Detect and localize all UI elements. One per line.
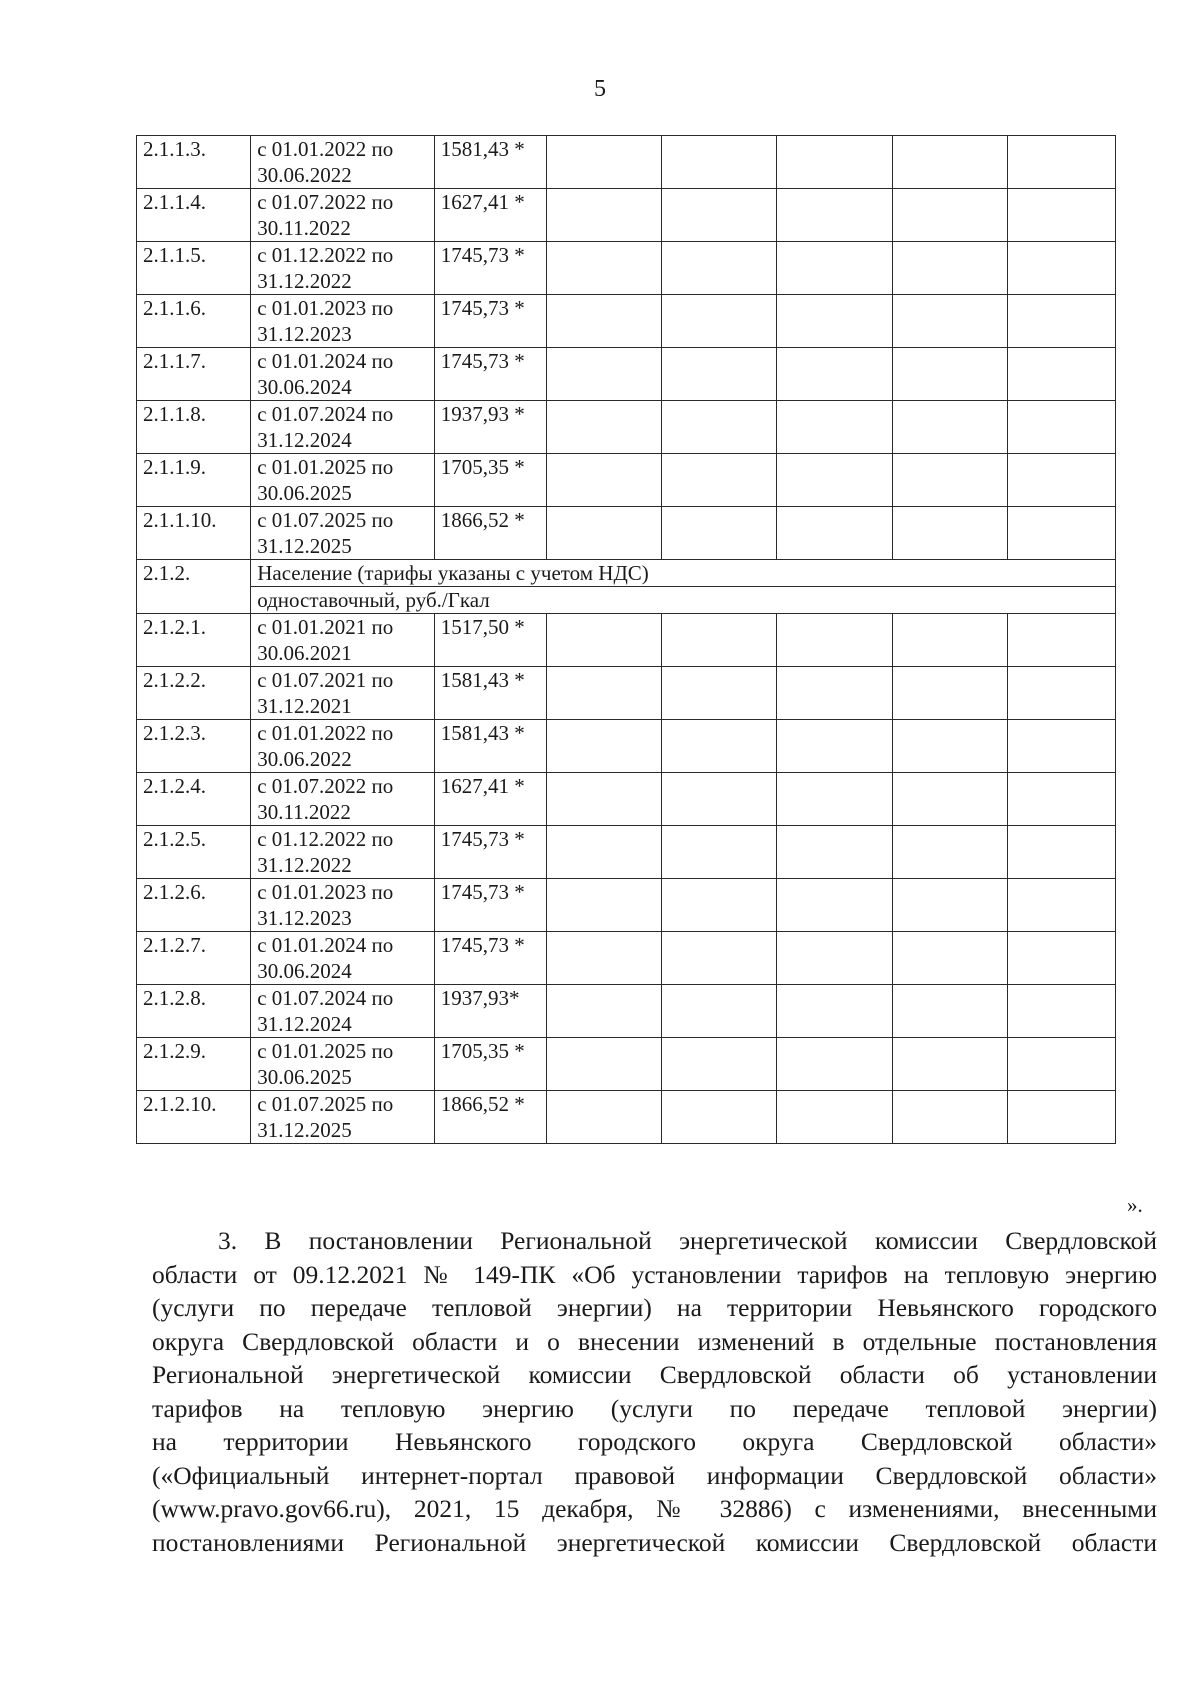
table-section-2-1-2 <box>137 614 1116 1144</box>
empty-cell <box>777 826 892 879</box>
tariff-value: 1705,35 * <box>434 454 546 507</box>
page-number: 5 <box>594 76 606 102</box>
table-row <box>137 1091 1116 1144</box>
empty-cell <box>546 773 661 826</box>
period-start: с 01.01.2023 по <box>257 880 394 904</box>
empty-cell <box>892 136 1007 189</box>
empty-cell <box>1007 295 1115 348</box>
empty-cell <box>1007 667 1115 720</box>
empty-cell <box>662 826 777 879</box>
table-row <box>137 507 1116 560</box>
period-cell <box>251 348 435 401</box>
empty-cell <box>892 295 1007 348</box>
table-row <box>137 295 1116 348</box>
tariff-value: 1866,52 * <box>434 507 546 560</box>
empty-cell <box>546 720 661 773</box>
empty-cell <box>892 614 1007 667</box>
table-row <box>137 879 1116 932</box>
period-end: 30.06.2024 <box>257 375 352 399</box>
tariff-value: 1745,73 * <box>434 295 546 348</box>
empty-cell <box>1007 1038 1115 1091</box>
row-number: 2.1.1.4. <box>137 189 251 242</box>
empty-cell <box>662 1038 777 1091</box>
row-number: 2.1.2.2. <box>137 667 251 720</box>
table-row <box>137 136 1116 189</box>
body-line: («Официальный интернет-портал правовой информации Свердловской области» <box>152 1460 1157 1490</box>
table-row <box>137 614 1116 667</box>
empty-cell <box>777 136 892 189</box>
period-cell <box>251 614 435 667</box>
empty-cell <box>662 136 777 189</box>
empty-cell <box>546 1091 661 1144</box>
empty-cell <box>777 1091 892 1144</box>
tariff-value: 1745,73 * <box>434 242 546 295</box>
row-number: 2.1.2.5. <box>137 826 251 879</box>
period-start: с 01.07.2022 по <box>257 190 394 214</box>
body-line: Региональной энергетической комиссии Свердловской области об установлении <box>152 1360 1157 1389</box>
empty-cell <box>892 348 1007 401</box>
empty-cell <box>892 1091 1007 1144</box>
table-row <box>137 348 1116 401</box>
empty-cell <box>546 1038 661 1091</box>
period-cell <box>251 1038 435 1091</box>
body-line: на территории Невьянского городского округа Свердловской области» <box>152 1427 1157 1456</box>
period-start: с 01.07.2024 по <box>257 402 394 426</box>
tariff-value: 1745,73 * <box>434 879 546 932</box>
empty-cell <box>662 348 777 401</box>
empty-cell <box>1007 720 1115 773</box>
empty-cell <box>546 507 661 560</box>
section-title-row <box>137 560 1116 587</box>
tariff-value: 1627,41 * <box>434 189 546 242</box>
empty-cell <box>892 507 1007 560</box>
empty-cell <box>1007 932 1115 985</box>
period-start: с 01.07.2025 по <box>257 1092 394 1116</box>
empty-cell <box>662 985 777 1038</box>
period-end: 30.11.2022 <box>257 216 351 240</box>
empty-cell <box>892 826 1007 879</box>
row-number: 2.1.2.9. <box>137 1038 251 1091</box>
empty-cell <box>546 242 661 295</box>
tariff-value: 1705,35 * <box>434 1038 546 1091</box>
period-end: 30.11.2022 <box>257 800 351 824</box>
empty-cell <box>892 773 1007 826</box>
table-row <box>137 932 1116 985</box>
tariff-table <box>136 135 1116 1144</box>
empty-cell <box>662 667 777 720</box>
period-end: 30.06.2022 <box>257 163 352 187</box>
period-start: с 01.01.2024 по <box>257 349 394 373</box>
empty-cell <box>1007 1091 1115 1144</box>
row-number: 2.1.2.4. <box>137 773 251 826</box>
empty-cell <box>662 295 777 348</box>
empty-cell <box>662 932 777 985</box>
empty-cell <box>662 401 777 454</box>
empty-cell <box>777 614 892 667</box>
empty-cell <box>546 401 661 454</box>
empty-cell <box>777 1038 892 1091</box>
empty-cell <box>546 667 661 720</box>
period-end: 31.12.2023 <box>257 906 352 930</box>
table-row <box>137 985 1116 1038</box>
tariff-value: 1627,41 * <box>434 773 546 826</box>
row-number: 2.1.1.3. <box>137 136 251 189</box>
body-line: постановлениями Региональной энергетической комиссии Свердловской области <box>152 1527 1157 1557</box>
table-row <box>137 720 1116 773</box>
empty-cell <box>1007 242 1115 295</box>
period-end: 30.06.2021 <box>257 641 352 665</box>
empty-cell <box>892 454 1007 507</box>
table-row <box>137 773 1116 826</box>
table-row <box>137 667 1116 720</box>
row-number: 2.1.2.1. <box>137 614 251 667</box>
period-cell <box>251 773 435 826</box>
tariff-value: 1517,50 * <box>434 614 546 667</box>
tariff-value: 1745,73 * <box>434 348 546 401</box>
empty-cell <box>892 242 1007 295</box>
empty-cell <box>1007 401 1115 454</box>
empty-cell <box>892 985 1007 1038</box>
empty-cell <box>662 507 777 560</box>
row-number: 2.1.2.10. <box>137 1091 251 1144</box>
period-cell <box>251 507 435 560</box>
empty-cell <box>546 136 661 189</box>
period-start: с 01.12.2022 по <box>257 827 394 851</box>
empty-cell <box>546 454 661 507</box>
empty-cell <box>1007 454 1115 507</box>
table-row <box>137 826 1116 879</box>
section-subtitle: одноставочный, руб./Гкал <box>251 587 1116 614</box>
empty-cell <box>777 348 892 401</box>
period-end: 31.12.2025 <box>257 534 352 558</box>
empty-cell <box>1007 189 1115 242</box>
period-start: с 01.07.2021 по <box>257 668 394 692</box>
table-row <box>137 454 1116 507</box>
tariff-value: 1581,43 * <box>434 136 546 189</box>
period-end: 30.06.2024 <box>257 959 352 983</box>
tariff-value: 1581,43 * <box>434 720 546 773</box>
empty-cell <box>662 189 777 242</box>
period-cell <box>251 136 435 189</box>
period-end: 30.06.2025 <box>257 481 352 505</box>
empty-cell <box>546 295 661 348</box>
empty-cell <box>546 879 661 932</box>
period-cell <box>251 879 435 932</box>
empty-cell <box>892 401 1007 454</box>
tariff-value: 1581,43 * <box>434 667 546 720</box>
row-number: 2.1.1.10. <box>137 507 251 560</box>
row-number: 2.1.1.9. <box>137 454 251 507</box>
empty-cell <box>662 773 777 826</box>
empty-cell <box>777 985 892 1038</box>
empty-cell <box>777 242 892 295</box>
tariff-value: 1866,52 * <box>434 1091 546 1144</box>
period-cell <box>251 1091 435 1144</box>
period-end: 31.12.2024 <box>257 1012 352 1036</box>
period-cell <box>251 189 435 242</box>
row-number: 2.1.1.6. <box>137 295 251 348</box>
table-row <box>137 189 1116 242</box>
section-subtitle-row <box>137 587 1116 614</box>
period-end: 31.12.2021 <box>257 694 352 718</box>
empty-cell <box>892 720 1007 773</box>
tariff-value: 1745,73 * <box>434 826 546 879</box>
period-end: 31.12.2023 <box>257 322 352 346</box>
empty-cell <box>892 932 1007 985</box>
table-section-2-1-2-header <box>137 560 1116 614</box>
table-row <box>137 242 1116 295</box>
table-row <box>137 401 1116 454</box>
period-end: 31.12.2022 <box>257 853 352 877</box>
empty-cell <box>777 507 892 560</box>
body-line: (www.pravo.gov66.ru), 2021, 15 декабря, № 32886) с изменениями, внесенными <box>152 1494 1157 1523</box>
empty-cell <box>1007 985 1115 1038</box>
period-cell <box>251 826 435 879</box>
empty-cell <box>777 295 892 348</box>
empty-cell <box>662 614 777 667</box>
row-number: 2.1.1.7. <box>137 348 251 401</box>
empty-cell <box>777 454 892 507</box>
period-cell <box>251 295 435 348</box>
period-cell <box>251 401 435 454</box>
period-cell <box>251 242 435 295</box>
empty-cell <box>777 720 892 773</box>
empty-cell <box>662 879 777 932</box>
period-start: с 01.01.2024 по <box>257 933 394 957</box>
body-line: области от 09.12.2021 № 149-ПК «Об установлении тарифов на тепловую энергию <box>152 1259 1157 1289</box>
period-start: с 01.07.2024 по <box>257 986 394 1010</box>
empty-cell <box>1007 348 1115 401</box>
empty-cell <box>546 826 661 879</box>
empty-cell <box>546 348 661 401</box>
period-end: 31.12.2024 <box>257 428 352 452</box>
row-number: 2.1.1.5. <box>137 242 251 295</box>
empty-cell <box>662 720 777 773</box>
empty-cell <box>892 879 1007 932</box>
empty-cell <box>1007 507 1115 560</box>
period-start: с 01.01.2021 по <box>257 615 394 639</box>
empty-cell <box>662 1091 777 1144</box>
period-start: с 01.01.2022 по <box>257 721 394 745</box>
table-section-2-1-1 <box>137 136 1116 560</box>
empty-cell <box>546 932 661 985</box>
period-start: с 01.12.2022 по <box>257 243 394 267</box>
empty-cell <box>777 667 892 720</box>
period-start: с 01.07.2025 по <box>257 508 394 532</box>
period-end: 31.12.2025 <box>257 1118 352 1142</box>
empty-cell <box>892 667 1007 720</box>
period-start: с 01.07.2022 по <box>257 774 394 798</box>
empty-cell <box>777 879 892 932</box>
empty-cell <box>662 454 777 507</box>
empty-cell <box>777 189 892 242</box>
empty-cell <box>546 189 661 242</box>
period-end: 31.12.2022 <box>257 269 352 293</box>
period-cell <box>251 667 435 720</box>
empty-cell <box>1007 773 1115 826</box>
empty-cell <box>1007 136 1115 189</box>
body-line: округа Свердловской области и о внесении изменений в отдельные постановления <box>152 1326 1157 1356</box>
empty-cell <box>546 614 661 667</box>
closing-quote: ». <box>1127 1193 1143 1217</box>
empty-cell <box>546 985 661 1038</box>
period-cell <box>251 932 435 985</box>
period-start: с 01.01.2025 по <box>257 1039 394 1063</box>
body-paragraph <box>152 1224 1157 1559</box>
period-cell <box>251 985 435 1038</box>
row-number: 2.1.1.8. <box>137 401 251 454</box>
empty-cell <box>1007 879 1115 932</box>
empty-cell <box>777 932 892 985</box>
empty-cell <box>777 401 892 454</box>
period-end: 30.06.2025 <box>257 1065 352 1089</box>
body-line: (услуги по передаче тепловой энергии) на территории Невьянского городского <box>152 1293 1157 1322</box>
period-start: с 01.01.2022 по <box>257 137 394 161</box>
table-row <box>137 1038 1116 1091</box>
empty-cell <box>662 242 777 295</box>
body-line: тарифов на тепловую энергию (услуги по передаче тепловой энергии) <box>152 1393 1157 1423</box>
empty-cell <box>892 1038 1007 1091</box>
row-number: 2.1.2.3. <box>137 720 251 773</box>
section-number: 2.1.2. <box>137 560 251 614</box>
empty-cell <box>1007 614 1115 667</box>
tariff-value: 1745,73 * <box>434 932 546 985</box>
row-number: 2.1.2.6. <box>137 879 251 932</box>
section-title: Население (тарифы указаны с учетом НДС) <box>251 560 1116 587</box>
empty-cell <box>892 189 1007 242</box>
empty-cell <box>1007 826 1115 879</box>
period-start: с 01.01.2023 по <box>257 296 394 320</box>
row-number: 2.1.2.7. <box>137 932 251 985</box>
row-number: 2.1.2.8. <box>137 985 251 1038</box>
period-cell <box>251 720 435 773</box>
period-cell <box>251 454 435 507</box>
empty-cell <box>777 773 892 826</box>
period-start: с 01.01.2025 по <box>257 455 394 479</box>
tariff-value: 1937,93 * <box>434 401 546 454</box>
period-end: 30.06.2022 <box>257 747 352 771</box>
tariff-value: 1937,93* <box>434 985 546 1038</box>
body-line: 3. В постановлении Региональной энергетической комиссии Свердловской <box>218 1226 1157 1255</box>
